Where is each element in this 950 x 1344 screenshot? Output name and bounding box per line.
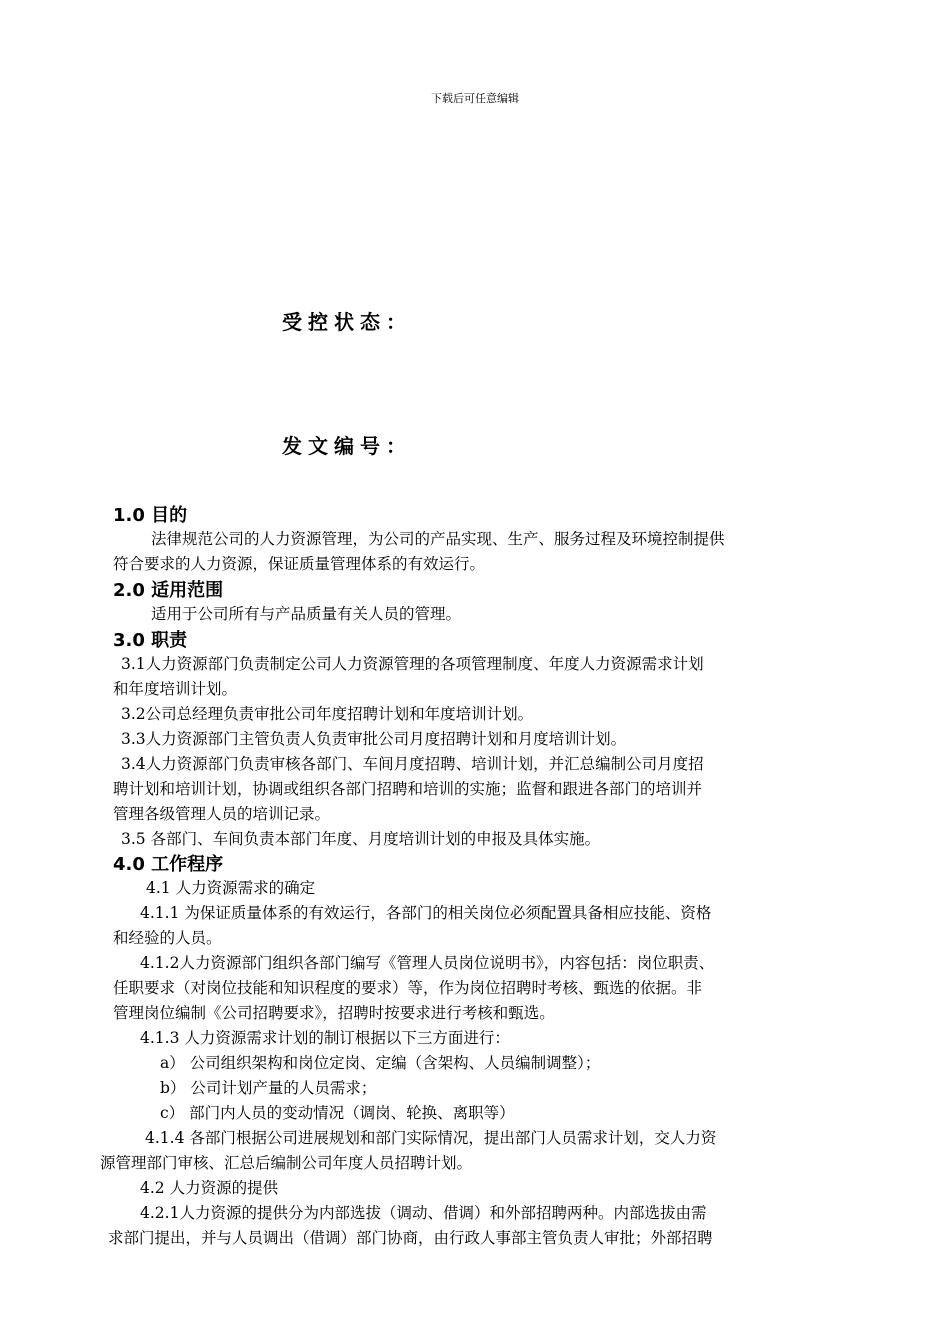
paragraph-line: 和经验的人员。 bbox=[113, 929, 222, 947]
section-title-purpose: 1.0 目的 bbox=[113, 505, 188, 526]
list-item: b） 公司计划产量的人员需求； bbox=[160, 1079, 377, 1097]
paragraph-line: 管理各级管理人员的培训记录。 bbox=[113, 805, 331, 823]
paragraph-line: 3.3人力资源部门主管负责人负责审批公司月度招聘计划和月度培训计划。 bbox=[121, 730, 627, 748]
paragraph-line: 4.2.1人力资源的提供分为内部选拔（调动、借调）和外部招聘两种。内部选拔由需 bbox=[140, 1204, 707, 1222]
paragraph-line: 符合要求的人力资源，保证质量管理体系的有效运行。 bbox=[113, 555, 486, 573]
paragraph-line: 聘计划和培训计划，协调或组织各部门招聘和培训的实施；监督和跟进各部门的培训并 bbox=[113, 780, 703, 798]
document-number-label: 发文编号： bbox=[282, 434, 412, 458]
subsection-title: 4.2 人力资源的提供 bbox=[140, 1179, 279, 1197]
paragraph-line: 3.5 各部门、车间负责本部门年度、月度培训计划的申报及具体实施。 bbox=[121, 830, 601, 848]
paragraph-line: 源管理部门审核、汇总后编制公司年度人员招聘计划。 bbox=[100, 1154, 473, 1172]
list-item: a） 公司组织架构和岗位定岗、定编（含架构、人员编制调整）； bbox=[160, 1054, 601, 1072]
section-title-procedure: 4.0 工作程序 bbox=[113, 854, 224, 875]
paragraph-line: 3.2公司总经理负责审批公司年度招聘计划和年度培训计划。 bbox=[121, 705, 534, 723]
section-title-scope: 2.0 适用范围 bbox=[113, 580, 224, 601]
paragraph-line: 任职要求（对岗位技能和知识程度的要求）等，作为岗位招聘时考核、甄选的依据。非 bbox=[113, 979, 703, 997]
section-title-responsibilities: 3.0 职责 bbox=[113, 630, 188, 651]
control-status-label: 受控状态： bbox=[282, 310, 412, 334]
paragraph-line: 适用于公司所有与产品质量有关人员的管理。 bbox=[151, 605, 462, 623]
paragraph-line: 3.4人力资源部门负责审核各部门、车间月度招聘、培训计划，并汇总编制公司月度招 bbox=[121, 755, 704, 773]
paragraph-line: 4.1.2人力资源部门组织各部门编写《管理人员岗位说明书》，内容包括：岗位职责、 bbox=[140, 954, 715, 972]
paragraph-line: 管理岗位编制《公司招聘要求》，招聘时按要求进行考核和甄选。 bbox=[113, 1004, 555, 1022]
subsection-title: 4.1 人力资源需求的确定 bbox=[146, 879, 316, 897]
paragraph-line: 4.1.1 为保证质量体系的有效运行，各部门的相关岗位必须配置具备相应技能、资格 bbox=[140, 904, 712, 922]
paragraph-line: 和年度培训计划。 bbox=[113, 680, 238, 698]
paragraph-line: 求部门提出，并与人员调出（借调）部门协商，由行政人事部主管负责人审批；外部招聘 bbox=[108, 1229, 713, 1247]
paragraph-line: 3.1人力资源部门负责制定公司人力资源管理的各项管理制度、年度人力资源需求计划 bbox=[121, 655, 704, 673]
paragraph-line: 4.1.4 各部门根据公司进展规划和部门实际情况，提出部门人员需求计划，交人力资 bbox=[145, 1129, 717, 1147]
list-item: c） 部门内人员的变动情况（调岗、轮换、离职等） bbox=[160, 1104, 515, 1122]
paragraph-line: 法律规范公司的人力资源管理，为公司的产品实现、生产、服务过程及环境控制提供 bbox=[151, 530, 725, 548]
paragraph-line: 4.1.3 人力资源需求计划的制订根据以下三方面进行： bbox=[140, 1029, 510, 1047]
header-note: 下载后可任意编辑 bbox=[431, 92, 519, 105]
